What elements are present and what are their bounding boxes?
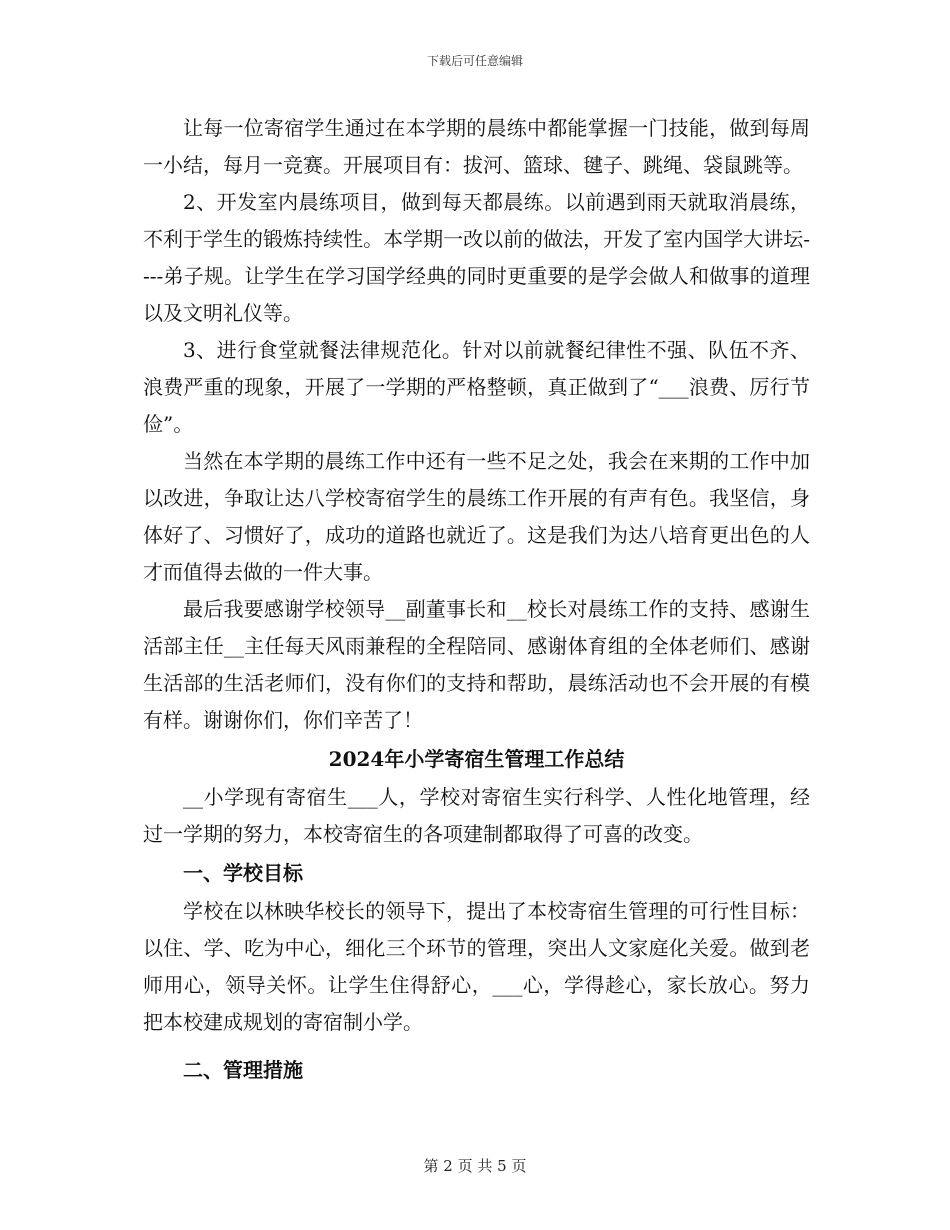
paragraph-indoor-exercise: 2、开发室内晨练项目，做到每天都晨练。以前遇到雨天就取消晨练，不利于学生的锻炼持续性。本学期一改以前的做法，开发了室内国学大讲坛----弟子规。让学生在学习国学经典的同时更重要的是学会做人和做事的道理以及文明礼仪等。 (143, 190, 810, 325)
paragraph-shortcomings: 当然在本学期的晨练工作中还有一些不足之处，我会在来期的工作中加以改进，争取让达八学校寄宿学生的晨练工作开展的有声有色。我坚信，身体好了、习惯好了，成功的道路也就近了。这是我们为达八培育更出色的人才而值得去做的一件大事。 (143, 449, 810, 584)
paragraph-goals: 学校在以林映华校长的领导下，提出了本校寄宿生管理的可行性目标：以住、学、吃为中心，细化三个环节的管理，突出人文家庭化关爱。做到老师用心，领导关怀。让学生住得舒心，___心，学得趁心，家长放心。努力把本校建成规划的寄宿制小学。 (143, 899, 810, 1034)
paragraph-thanks: 最后我要感谢学校领导__副董事长和__校长对晨练工作的支持、感谢生活部主任__主任每天风雨兼程的全程陪同、感谢体育组的全体老师们、感谢生活部的生活老师们，没有你们的支持和帮助，晨练活动也不会开展的有模有样。谢谢你们，你们辛苦了！ (143, 597, 810, 732)
page-number: 第 2 页 共 5 页 (423, 1157, 527, 1175)
paragraph-intro: __小学现有寄宿生___人，学校对寄宿生实行科学、人性化地管理，经过一学期的努力，本校寄宿生的各项建制都取得了可喜的改变。 (143, 785, 810, 846)
heading-school-goals: 一、学校目标 (183, 861, 303, 885)
paragraph-morning-exercise-skills: 让每一位寄宿学生通过在本学期的晨练中都能掌握一门技能，做到每周一小结，每月一竞赛。开展项目有：拔河、篮球、毽子、跳绳、袋鼠跳等。 (143, 116, 810, 177)
document-title: 2024年小学寄宿生管理工作总结 (328, 747, 625, 771)
paragraph-canteen-rules: 3、进行食堂就餐法律规范化。针对以前就餐纪律性不强、队伍不齐、浪费严重的现象，开展了一学期的严格整顿，真正做到了“___浪费、厉行节俭”。 (143, 338, 810, 436)
heading-management-measures: 二、管理措施 (183, 1058, 303, 1082)
page-header-note: 下载后可任意编辑 (426, 54, 523, 68)
document-body (143, 110, 810, 1090)
